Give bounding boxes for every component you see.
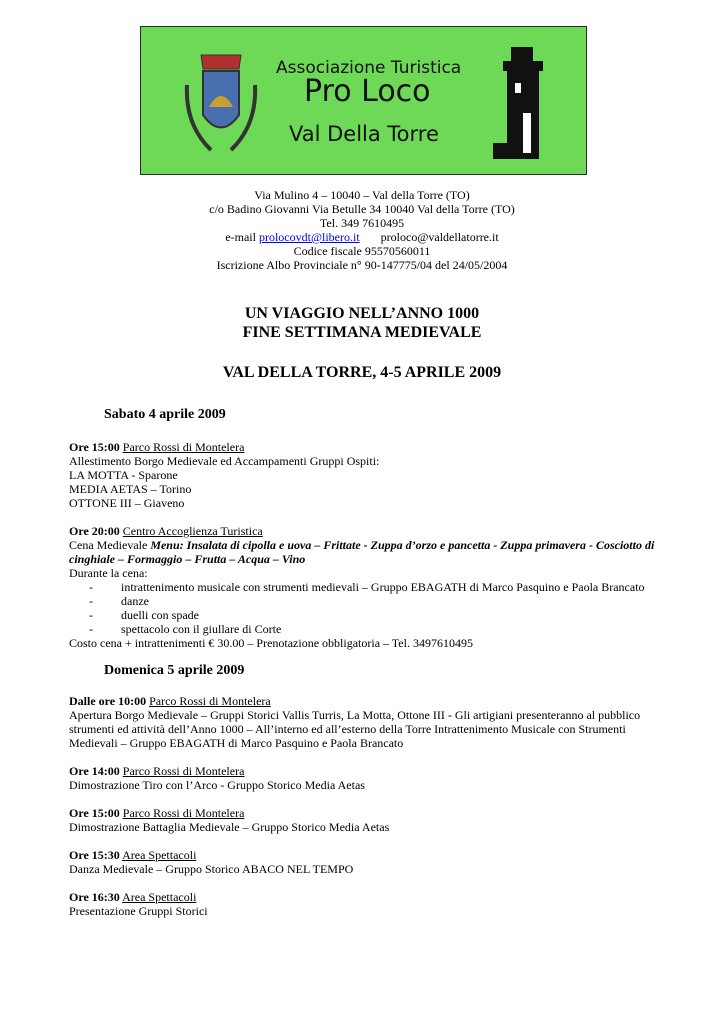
entertainment-list — [69, 580, 659, 636]
event-sun-3 — [69, 806, 669, 834]
banner-line-3: Val Della Torre — [289, 122, 439, 146]
event-sun-5 — [69, 890, 669, 918]
address-line: c/o Badino Giovanni Via Betulle 34 10040 Val della Torre (TO) — [209, 202, 515, 216]
event-place: Area Spettacoli — [122, 848, 197, 862]
address-line: Via Mulino 4 – 10040 – Val della Torre (TO) — [254, 188, 470, 202]
event-sat-2 — [69, 524, 659, 650]
menu-text: Menu: Insalata di cipolla e uova – Frittate - Zuppa d’orzo e pancetta - Zuppa primavera - Cosciotto di cinghiale – Formaggio – Frutta – Acqua – Vino — [69, 538, 655, 566]
event-text: Cena Medievale — [69, 538, 151, 552]
event-sun-4 — [69, 848, 669, 876]
list-item: - spettacolo con il giullare di Corte — [69, 622, 659, 636]
event-time: Ore 15:30 — [69, 848, 120, 862]
event-text: Presentazione Gruppi Storici — [69, 904, 208, 918]
event-time: Ore 16:30 — [69, 890, 120, 904]
banner-line-2: Pro Loco — [304, 74, 431, 109]
event-text: Dimostrazione Battaglia Medievale – Gruppo Storico Media Aetas — [69, 820, 390, 834]
event-text: Allestimento Borgo Medievale ed Accampamenti Gruppi Ospiti: — [69, 454, 380, 468]
email-secondary: proloco@valdellatorre.it — [380, 230, 499, 244]
event-sun-2 — [69, 764, 669, 792]
event-time: Ore 15:00 — [69, 806, 120, 820]
event-time: Ore 20:00 — [69, 524, 120, 538]
event-time: Dalle ore 10:00 — [69, 694, 147, 708]
event-place: Parco Rossi di Montelera — [122, 440, 245, 454]
registration: Iscrizione Albo Provinciale n° 90-147775/04 del 24/05/2004 — [216, 258, 508, 272]
event-text: OTTONE III – Giaveno — [69, 496, 185, 510]
event-text: MEDIA AETAS – Torino — [69, 482, 192, 496]
event-text: Durante la cena: — [69, 566, 148, 580]
coat-of-arms-icon — [181, 45, 261, 160]
phone-line: Tel. 349 7610495 — [319, 216, 405, 230]
sunday-heading: Domenica 5 aprile 2009 — [104, 663, 245, 678]
contact-info — [0, 188, 724, 272]
event-place: Parco Rossi di Montelera — [149, 694, 271, 708]
event-text: Dimostrazione Tiro con l’Arco - Gruppo Storico Media Aetas — [69, 778, 365, 792]
list-item: - duelli con spade — [69, 608, 659, 622]
event-place: Parco Rossi di Montelera — [122, 806, 245, 820]
event-place: Parco Rossi di Montelera — [122, 764, 245, 778]
saturday-heading: Sabato 4 aprile 2009 — [104, 407, 226, 422]
event-text: LA MOTTA - Sparone — [69, 468, 178, 482]
tower-icon — [493, 43, 553, 163]
event-time: Ore 15:00 — [69, 440, 120, 454]
event-text: Danza Medievale – Gruppo Storico ABACO NEL TEMPO — [69, 862, 354, 876]
event-place: Area Spettacoli — [122, 890, 197, 904]
banner-line-1: Associazione Turistica — [276, 58, 462, 78]
cost-text: Costo cena + intrattenimenti € 30.00 – Prenotazione obbligatoria – Tel. 3497610495 — [69, 636, 473, 650]
email-link[interactable]: prolocovdt@libero.it — [258, 230, 360, 244]
list-item: - danze — [69, 594, 659, 608]
tax-code: Codice fiscale 95570560011 — [293, 244, 431, 258]
title-line-3: VAL DELLA TORRE, 4-5 APRILE 2009 — [222, 364, 502, 381]
pro-loco-banner — [140, 26, 587, 175]
event-sun-1 — [69, 694, 659, 750]
title-line-2: FINE SETTIMANA MEDIEVALE — [242, 324, 482, 341]
event-sat-1 — [69, 440, 669, 510]
event-place: Centro Accoglienza Turistica — [122, 524, 263, 538]
event-time: Ore 14:00 — [69, 764, 120, 778]
title-line-1: UN VIAGGIO NELL’ANNO 1000 — [244, 305, 480, 322]
list-item: - intrattenimento musicale con strumenti medievali – Gruppo EBAGATH di Marco Pasquino e Paola Brancato — [69, 580, 659, 594]
event-text: Apertura Borgo Medievale – Gruppi Storici Vallis Turris, La Motta, Ottone III - Gli artigiani presenteranno al pubblico strumenti ed attività dell’Anno 1000 – All’interno ed all’esterno della Torre Intrattenimento Musicale con Strumenti Medievali – Gruppo EBAGATH di Marco Pasquino e Paola Brancato — [69, 708, 641, 750]
email-line: e-mail prolocovdt@libero.it proloco@valdellatorre.it — [225, 230, 499, 244]
